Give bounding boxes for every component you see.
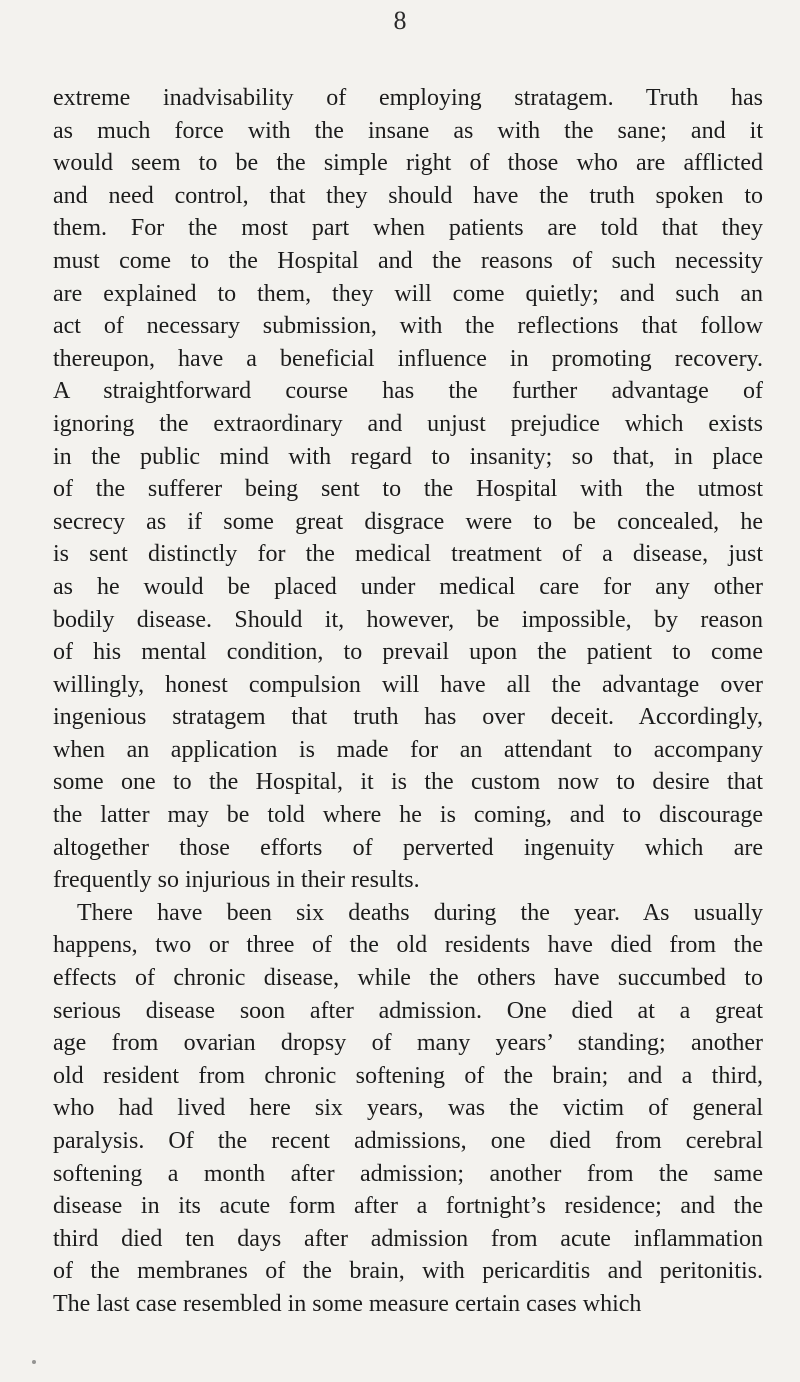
text-line-25: frequently so injurious in their results. <box>53 867 420 894</box>
text-line-13: of the sufferer being sent to the Hospital with the utmost <box>53 476 763 503</box>
text-line-20: ingenious stratagem that truth has over deceit. Accordingly, <box>53 704 763 731</box>
text-line-26: There have been six deaths during the year. As usually <box>77 899 763 926</box>
text-line-2: as much force with the insane as with the sane; and it <box>53 117 763 144</box>
text-line-14: secrecy as if some great disgrace were to be concealed, he <box>53 508 763 535</box>
text-line-10: A straightforward course has the further advantage of <box>53 378 763 405</box>
text-line-24: altogether those efforts of perverted ingenuity which are <box>53 834 763 861</box>
text-line-15: is sent distinctly for the medical treatment of a disease, just <box>53 541 763 568</box>
text-line-5: them. For the most part when patients are told that they <box>53 215 763 242</box>
text-line-36: third died ten days after admission from acute inflammation <box>53 1225 763 1252</box>
text-line-18: of his mental condition, to prevail upon the patient to come <box>53 639 763 666</box>
print-speck <box>32 1360 36 1364</box>
text-line-28: effects of chronic disease, while the others have succumbed to <box>53 965 763 992</box>
text-line-3: would seem to be the simple right of those who are afflicted <box>53 150 763 177</box>
text-line-17: bodily disease. Should it, however, be impossible, by reason <box>53 606 763 633</box>
text-line-32: who had lived here six years, was the victim of general <box>53 1095 763 1122</box>
text-line-1: extreme inadvisability of employing stratagem. Truth has <box>53 85 763 111</box>
text-line-8: act of necessary submission, with the reflections that follow <box>53 313 763 340</box>
text-line-23: the latter may be told where he is coming, and to discourage <box>53 802 763 829</box>
text-line-16: as he would be placed under medical care for any other <box>53 573 763 600</box>
text-line-22: some one to the Hospital, it is the custom now to desire that <box>53 769 763 796</box>
text-line-37: of the membranes of the brain, with pericarditis and peritonitis. <box>53 1258 763 1285</box>
text-line-34: softening a month after admission; another from the same <box>53 1160 763 1187</box>
text-line-11: ignoring the extraordinary and unjust prejudice which exists <box>53 410 763 437</box>
body-text <box>53 82 763 1321</box>
text-line-31: old resident from chronic softening of the brain; and a third, <box>53 1062 763 1089</box>
text-line-38: The last case resembled in some measure certain cases which <box>53 1290 642 1317</box>
text-line-9: thereupon, have a beneficial influence in promoting recovery. <box>53 345 763 372</box>
text-line-4: and need control, that they should have the truth spoken to <box>53 182 763 209</box>
text-line-29: serious disease soon after admission. One died at a great <box>53 997 763 1024</box>
text-line-7: are explained to them, they will come quietly; and such an <box>53 280 763 307</box>
page-number: 8 <box>393 6 407 35</box>
text-line-30: age from ovarian dropsy of many years’ standing; another <box>53 1030 763 1057</box>
text-line-21: when an application is made for an attendant to accompany <box>53 736 763 763</box>
text-line-35: disease in its acute form after a fortnight’s residence; and the <box>53 1193 763 1220</box>
text-line-19: willingly, honest compulsion will have all the advantage over <box>53 671 763 698</box>
text-line-12: in the public mind with regard to insanity; so that, in place <box>53 443 763 470</box>
text-line-6: must come to the Hospital and the reasons of such necessity <box>53 247 763 274</box>
text-line-27: happens, two or three of the old residents have died from the <box>53 932 763 959</box>
text-line-33: paralysis. Of the recent admissions, one died from cerebral <box>53 1128 763 1154</box>
